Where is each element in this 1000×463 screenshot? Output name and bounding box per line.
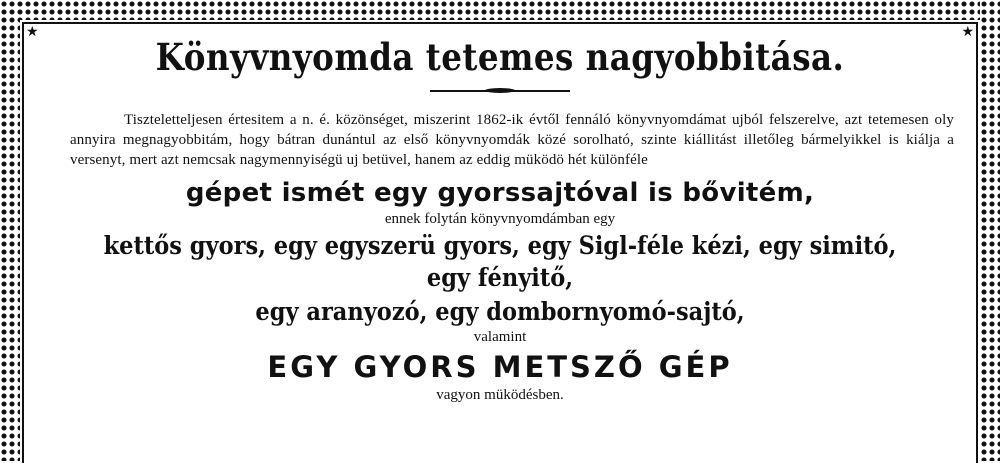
connector-text-valamint: valamint [473,329,527,345]
star-border-top [0,0,1000,20]
page-title: Könyvnyomda tetemes nagyobbitása. [155,35,845,79]
star-border-right [980,0,1000,461]
corner-star-icon: ★ [961,24,974,40]
machines-list-line-2: egy aranyozó, egy dombornyomó-sajtó, [255,297,745,326]
closing-text: vagyon müködésben. [436,387,564,403]
star-border-left [0,0,20,461]
intro-text: Tiszteletteljesen értesitem a n. é. közönséget, miszerint 1862-ik évtől fennáló könyvnyomdámat ujból felszerelve, azt tetemesen oly annyira megnagyobbitám, hogy bátran dunántul az első könyvnyomdák közé sorolható, szinte kiállitást illetőleg bármelyikkel is kiálja a versenyt, mert azt nemcsak nagymennyiségü uj betüvel, hanem az eddig müködö hét különféle [70,112,954,168]
machines-list-line-1: kettős gyors, egy egyszerü gyors, egy Sigl-féle kézi, egy simitó, egy fényitő, [103,231,897,292]
engraving-machine-heading: EGY GYORS METSZŐ GÉP [267,350,733,384]
connector-text: ennek folytán könyvnyomdámban egy [384,211,616,227]
advertisement-content [36,32,964,404]
intro-paragraph [70,110,954,170]
ornamental-rule [430,86,570,96]
headline: gépet ismét egy gyorssajtóval is bővitém, [185,178,815,208]
corner-star-icon: ★ [26,24,39,40]
